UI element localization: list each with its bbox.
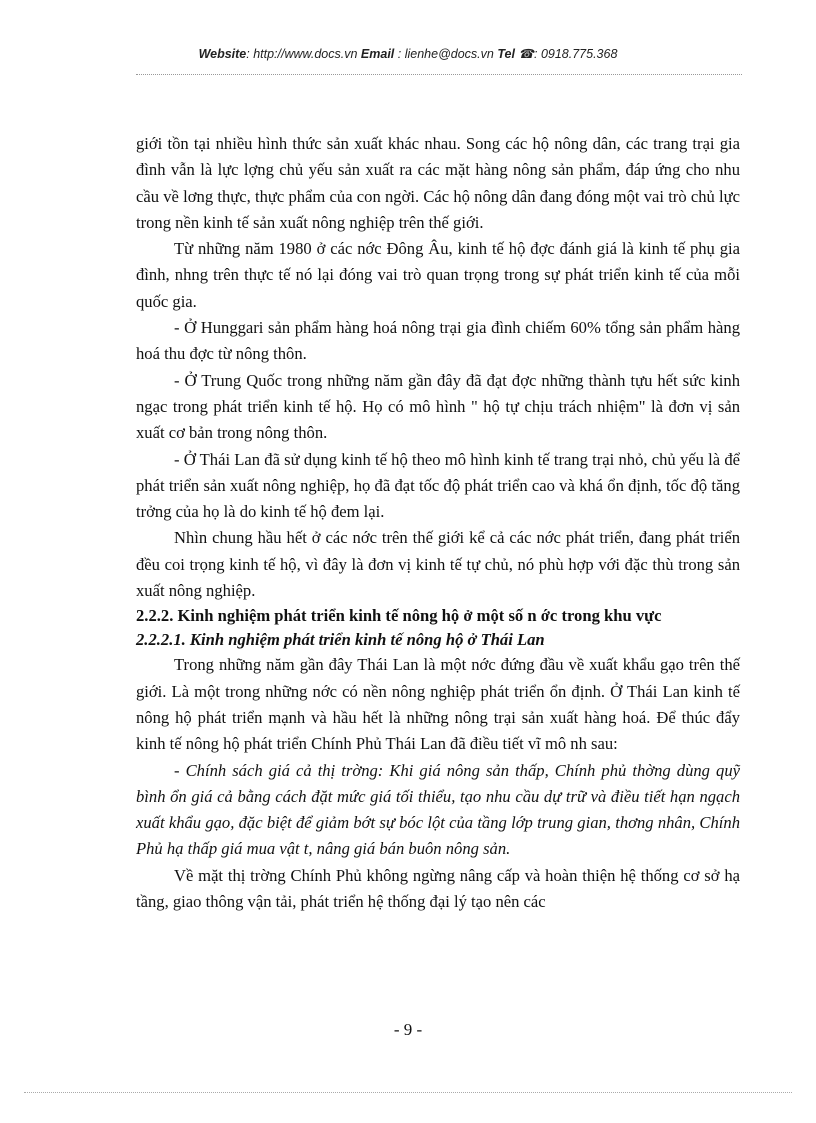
tel-label: Tel xyxy=(497,47,515,61)
page-header xyxy=(0,46,816,61)
section-heading: 2.2.2. Kinh nghiệm phát triển kinh tế nông hộ ở một số n ớc trong khu vực xyxy=(136,606,662,626)
paragraph: Nhìn chung hầu hết ở các nớc trên thế giới kể cả các nớc phát triển, đang phát triển đều coi trọng kinh tế hộ, vì đây là đơn vị kinh tế tự chủ, nó phù hợp với đặc thù trong sản xuất nông nghiệp. xyxy=(136,528,740,601)
subsection-heading: 2.2.2.1. Kinh nghiệm phát triển kinh tế nông hộ ở Thái Lan xyxy=(136,630,545,650)
paragraph: - Chính sách giá cả thị trờng: Khi giá nông sản thấp, Chính phủ thờng dùng quỹ bình ổn giá cả bằng cách đặt mức giá tối thiểu, tạo nhu cầu dự trữ và điều tiết hạn ngạch xuất khẩu gạo, đặc biệt để giảm bớt sự bóc lột của tầng lớp trung gian, thơng nhân, Chính Phủ hạ thấp giá mua vật t, nâng giá bán buôn nông sản. xyxy=(136,760,740,859)
paragraph: giới tồn tại nhiều hình thức sản xuất khác nhau. Song các hộ nông dân, các trang trại gia đình vẫn là lực lợng chủ yếu sản xuất ra các mặt hàng nông sản phẩm, đáp ứng cho nhu cầu về lơng thực, thực phẩm của con ngời. Các hộ nông dân đang đóng một vai trò chủ lực trong nền kinh tế sản xuất nông nghiệp trên thế giới. xyxy=(136,134,740,232)
website-value: : http://www.docs.vn xyxy=(246,47,358,61)
paragraph: - Ở Trung Quốc trong những năm gần đây đã đạt đợc những thành tựu hết sức kinh ngạc trong phát triển kinh tế hộ. Họ có mô hình " hộ tự chịu trách nhiệm" là đơn vị sản xuất cơ bản trong nông thôn. xyxy=(136,370,740,443)
footer-divider xyxy=(24,1092,792,1093)
paragraph: Về mặt thị trờng Chính Phủ không ngừng nâng cấp và hoàn thiện hệ thống cơ sở hạ tầng, giao thông vận tải, phát triển hệ thống đại lý tạo nên các xyxy=(136,865,740,912)
paragraph: - Ở Thái Lan đã sử dụng kinh tế hộ theo mô hình kinh tế trang trại nhỏ, chủ yếu là để phát triển sản xuất nông nghiệp, họ đã đạt tốc độ phát triển cao và khá ổn định, tốc độ tăng trởng của họ là do kinh tế hộ đem lại. xyxy=(136,449,740,522)
page-number: - 9 - xyxy=(393,1020,423,1039)
paragraph: Trong những năm gần đây Thái Lan là một nớc đứng đầu về xuất khẩu gạo trên thế giới. Là một trong những nớc có nền nông nghiệp phát triển ổn định. Ở Thái Lan kinh tế nông hộ phát triển mạnh và hầu hết là những nông trại sản xuất hàng hoá. Để thúc đẩy kinh tế nông hộ phát triển Chính Phủ Thái Lan đã điều tiết vĩ mô nh sau: xyxy=(136,655,740,754)
email-label: Email xyxy=(360,47,395,61)
phone-icon: ☎ xyxy=(518,47,534,61)
website-label: Website xyxy=(198,47,247,61)
header-divider xyxy=(136,74,742,75)
email-value: : lienhe@docs.vn xyxy=(397,47,494,61)
tel-value: : 0918.775.368 xyxy=(534,47,618,61)
document-body xyxy=(136,131,740,915)
paragraph: - Ở Hunggari sản phẩm hàng hoá nông trại gia đình chiếm 60% tổng sản phẩm hàng hoá thu đợc từ nông thôn. xyxy=(136,318,740,364)
paragraph: Từ những năm 1980 ở các nớc Đông Âu, kinh tế hộ đợc đánh giá là kinh tế phụ gia đình, nhng trên thực tế nó lại đóng vai trò quan trọng trong sự phát triển kinh tế của mỗi quốc gia. xyxy=(136,239,740,311)
